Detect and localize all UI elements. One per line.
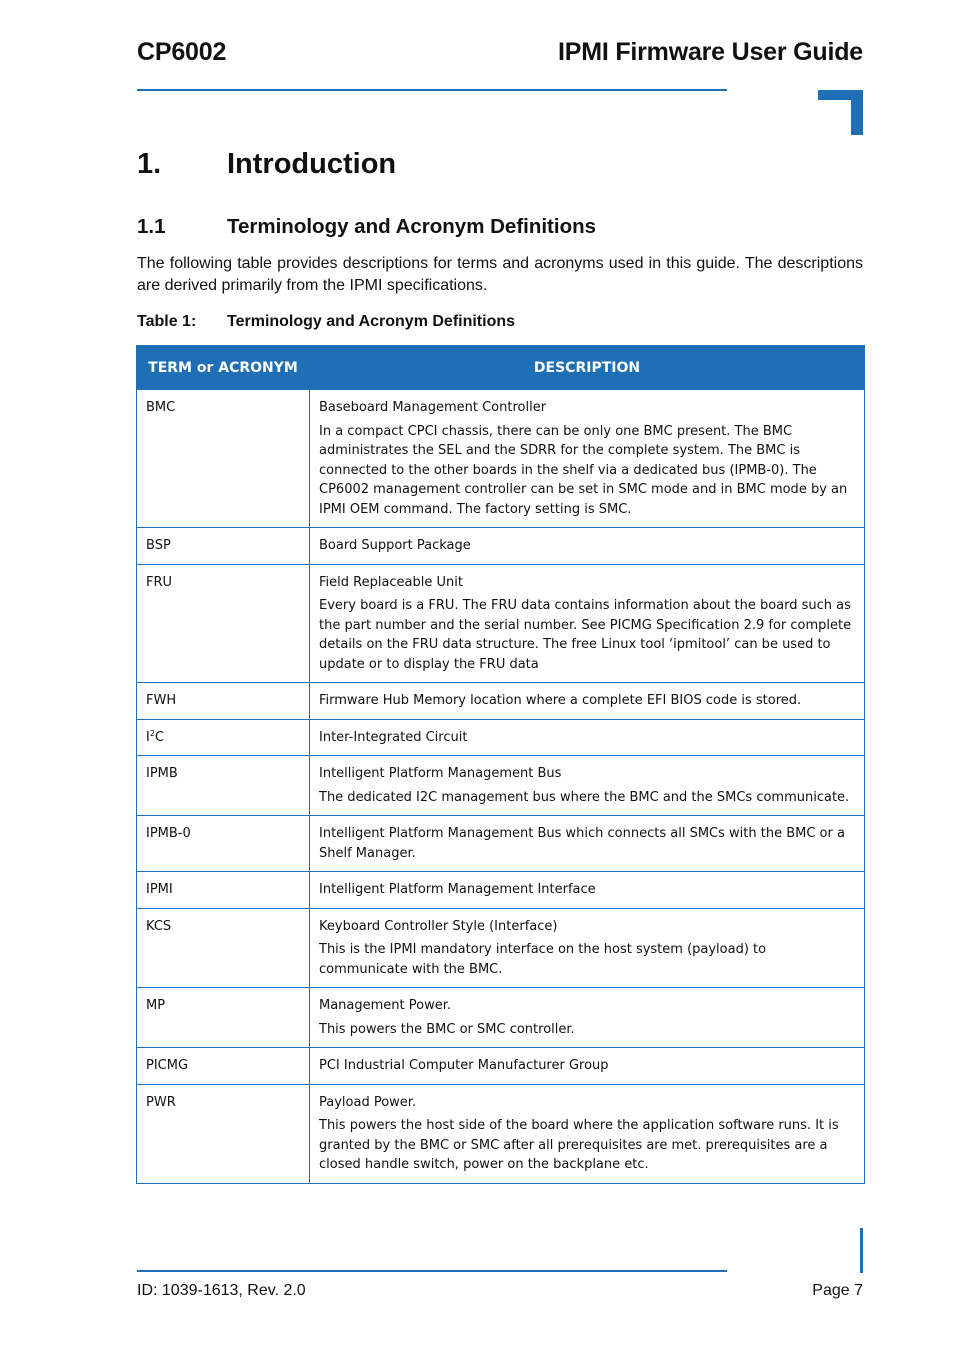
- table-row: [137, 908, 865, 988]
- table-row: [137, 1048, 865, 1085]
- table-caption-title: Terminology and Acronym Definitions: [227, 313, 516, 330]
- term-cell: KCS: [137, 908, 310, 988]
- table-row: [137, 683, 865, 720]
- description-detail: This powers the BMC or SMC controller.: [319, 1021, 575, 1037]
- table-row: [137, 988, 865, 1048]
- description-detail: This powers the host side of the board where the application software runs. It is granted by the BMC or SMC after all prerequisites are met. prerequisites are a closed handle switch, power on the backplane etc.: [319, 1118, 839, 1172]
- table-header-row: [137, 346, 865, 390]
- description-name: Keyboard Controller Style (Interface): [319, 918, 558, 934]
- description-cell: [310, 719, 865, 756]
- term-cell: IPMI: [137, 872, 310, 909]
- page-number: Page 7: [812, 1282, 863, 1299]
- corner-mark-top-vertical: [851, 90, 863, 135]
- term-cell: MP: [137, 988, 310, 1048]
- description-cell: [310, 908, 865, 988]
- description-cell: [310, 756, 865, 816]
- description-name: Management Power.: [319, 998, 452, 1013]
- terminology-table: [136, 345, 865, 1184]
- description-cell: [310, 390, 865, 528]
- corner-mark-bottom: [860, 1228, 863, 1273]
- term-cell: IPMB-0: [137, 816, 310, 872]
- table-row: [137, 719, 865, 756]
- description-detail: In a compact CPCI chassis, there can be only one BMC present. The BMC administrates the SEL and the SDRR for the complete system. The BMC is connected to the other boards in the shelf via a dedicated bus (IPMB-0). The CP6002 management controller can be set in SMC mode and in BMC mode by an IPMI OEM command. The factory setting is SMC.: [319, 423, 848, 517]
- chapter-number: 1.: [137, 148, 162, 180]
- term-cell: [137, 719, 310, 756]
- footer-rule: [137, 1270, 727, 1272]
- chapter-title: Introduction: [227, 148, 397, 180]
- description-name: Firmware Hub Memory location where a complete EFI BIOS code is stored.: [319, 693, 802, 708]
- description-detail: Every board is a FRU. The FRU data contains information about the board such as the part number and the serial number. See PICMG Specification 2.9 for complete details on the FRU data structure. The free Linux tool ‘ipmitool’ can be used to update or to display the FRU data: [319, 598, 852, 672]
- description-detail: The dedicated I2C management bus where the BMC and the SMCs communicate.: [319, 789, 850, 805]
- table-row: [137, 1084, 865, 1183]
- description-cell: [310, 528, 865, 565]
- description-name: PCI Industrial Computer Manufacturer Group: [319, 1058, 609, 1073]
- header-rule: [137, 89, 727, 91]
- term-cell: FRU: [137, 564, 310, 683]
- description-name: Board Support Package: [319, 538, 471, 553]
- description-name: Field Replaceable Unit: [319, 574, 463, 590]
- term-cell: BMC: [137, 390, 310, 528]
- document-id: ID: 1039-1613, Rev. 2.0: [137, 1282, 306, 1299]
- table-row: [137, 872, 865, 909]
- description-name: Inter-Integrated Circuit: [319, 729, 468, 745]
- section-title: Terminology and Acronym Definitions: [227, 215, 597, 238]
- term-tail: C: [154, 729, 165, 745]
- description-cell: [310, 872, 865, 909]
- section-number: 1.1: [137, 215, 166, 238]
- term-base: I: [146, 729, 150, 745]
- description-name: Baseboard Management Controller: [319, 400, 547, 415]
- description-cell: [310, 1084, 865, 1183]
- description-name: Intelligent Platform Management Bus: [319, 766, 562, 781]
- column-header-term: TERM or ACRONYM: [137, 346, 310, 390]
- product-name: CP6002: [137, 38, 227, 66]
- description-name: Intelligent Platform Management Interface: [319, 882, 596, 897]
- table-row: [137, 816, 865, 872]
- term-cell: FWH: [137, 683, 310, 720]
- description-cell: [310, 1048, 865, 1085]
- description-name: Intelligent Platform Management Bus which connects all SMCs with the BMC or a Shelf Manager.: [319, 826, 845, 861]
- table-row: [137, 390, 865, 528]
- term-cell: IPMB: [137, 756, 310, 816]
- description-cell: [310, 988, 865, 1048]
- intro-paragraph: The following table provides descriptions for terms and acronyms used in this guide. The descriptions are derived primarily from the IPMI specifications.: [137, 255, 863, 294]
- table-row: [137, 564, 865, 683]
- table-row: [137, 528, 865, 565]
- guide-title: IPMI Firmware User Guide: [557, 38, 863, 66]
- description-cell: [310, 564, 865, 683]
- description-detail: This is the IPMI mandatory interface on the host system (payload) to communicate with the BMC.: [319, 942, 767, 977]
- term-cell: PWR: [137, 1084, 310, 1183]
- term-cell: BSP: [137, 528, 310, 565]
- description-cell: [310, 816, 865, 872]
- description-cell: [310, 683, 865, 720]
- description-name: Payload Power.: [319, 1094, 417, 1110]
- column-header-description: DESCRIPTION: [310, 346, 865, 390]
- table-row: [137, 756, 865, 816]
- term-cell: PICMG: [137, 1048, 310, 1085]
- term-superscript: 2: [149, 728, 155, 738]
- table-caption-label: Table 1:: [137, 313, 197, 330]
